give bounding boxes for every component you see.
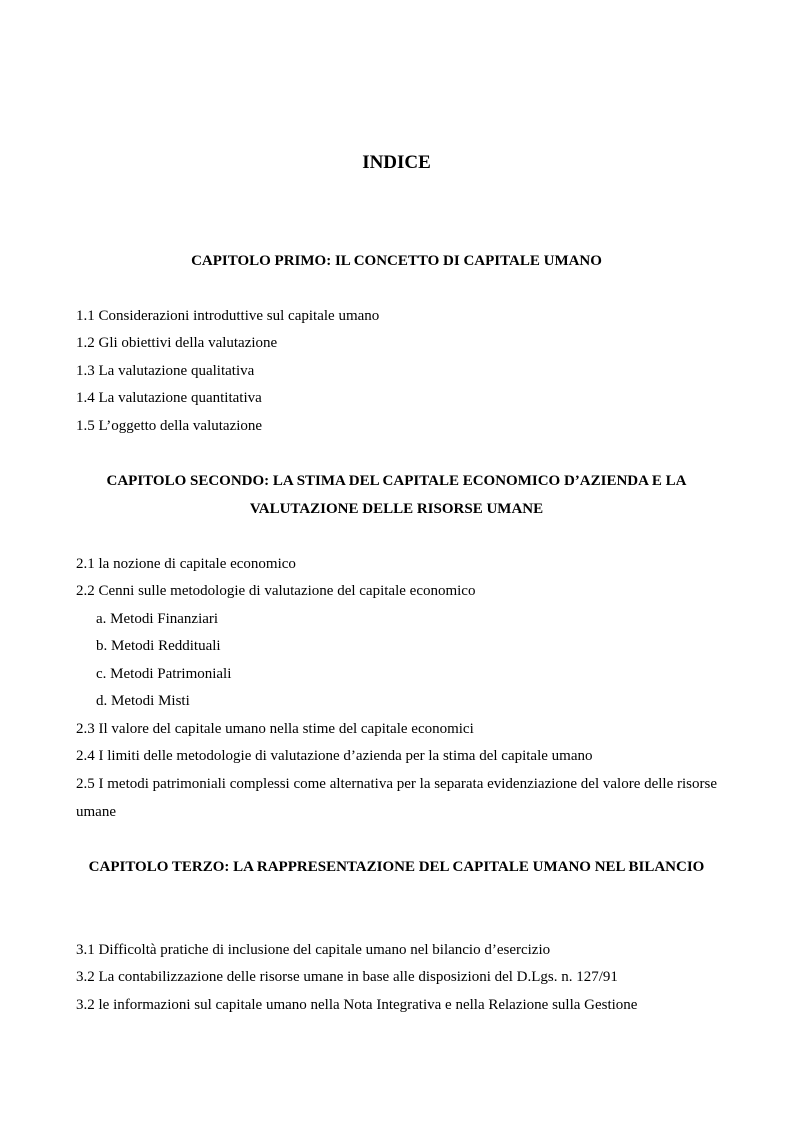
toc-subentry-2-2-a: a. Metodi Finanziari xyxy=(96,611,219,627)
toc-entry-2-4: 2.4 I limiti delle metodologie di valutazione d’azienda per la stima del capitale umano xyxy=(76,748,593,764)
toc-subentry-2-2-b: b. Metodi Reddituali xyxy=(96,638,221,654)
toc-entry-3-1: 3.1 Difficoltà pratiche di inclusione del capitale umano nel bilancio d’esercizio xyxy=(76,942,551,958)
toc-entry-1-1: 1.1 Considerazioni introduttive sul capitale umano xyxy=(76,308,380,324)
chapter-heading-2: CAPITOLO SECONDO: LA STIMA DEL CAPITALE ECONOMICO D’AZIENDA E LA VALUTAZIONE DELLE RISORSE UMANE xyxy=(106,473,687,517)
toc-entry-1-4: 1.4 La valutazione quantitativa xyxy=(76,390,262,406)
toc-entry-2-2: 2.2 Cenni sulle metodologie di valutazione del capitale economico xyxy=(76,583,476,599)
toc-subentry-2-2-c: c. Metodi Patrimoniali xyxy=(96,666,232,682)
chapter-heading-1: CAPITOLO PRIMO: IL CONCETTO DI CAPITALE UMANO xyxy=(191,253,602,269)
toc-entry-2-1: 2.1 la nozione di capitale economico xyxy=(76,556,296,572)
toc-subentry-2-2-d: d. Metodi Misti xyxy=(96,693,190,709)
toc-entry-1-3: 1.3 La valutazione qualitativa xyxy=(76,363,255,379)
toc-entry-1-5: 1.5 L’oggetto della valutazione xyxy=(76,418,263,434)
toc-entry-2-3: 2.3 Il valore del capitale umano nella stime del capitale economici xyxy=(76,721,474,737)
toc-entry-2-5: 2.5 I metodi patrimoniali complessi come alternativa per la separata evidenziazione del valore delle risorse umane xyxy=(76,776,717,820)
toc-entry-1-2: 1.2 Gli obiettivi della valutazione xyxy=(76,335,278,351)
chapter-heading-3: CAPITOLO TERZO: LA RAPPRESENTAZIONE DEL CAPITALE UMANO NEL BILANCIO xyxy=(88,859,705,875)
page-title: INDICE xyxy=(362,152,431,173)
toc-entry-3-3: 3.2 le informazioni sul capitale umano nella Nota Integrativa e nella Relazione sulla Gestione xyxy=(76,997,638,1013)
toc-entry-3-2: 3.2 La contabilizzazione delle risorse umane in base alle disposizioni del D.Lgs. n. 127/91 xyxy=(76,969,618,985)
